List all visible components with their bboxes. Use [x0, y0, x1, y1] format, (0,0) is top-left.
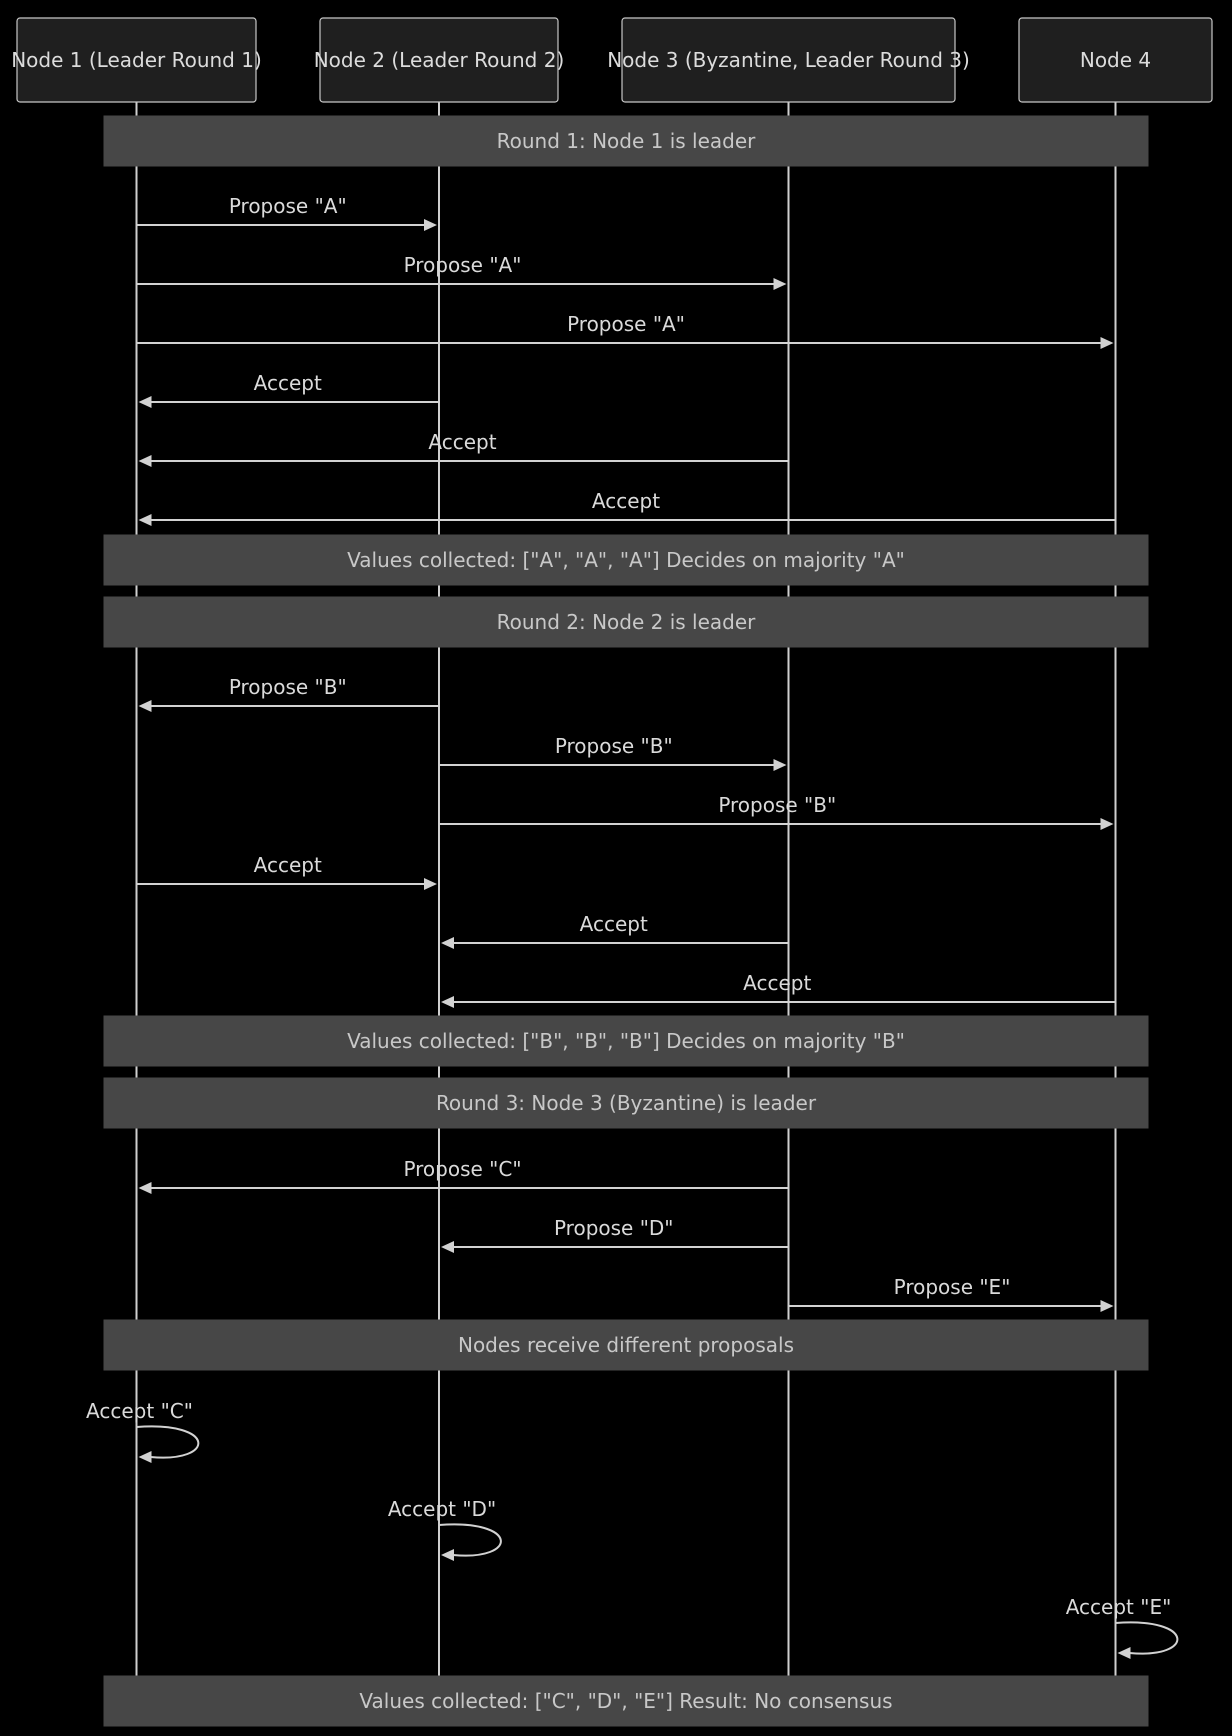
- self-loop: [439, 1524, 501, 1555]
- participant-label: Node 3 (Byzantine, Leader Round 3): [607, 48, 970, 72]
- message-n3-to-n4: [789, 1275, 1114, 1312]
- message-label: Accept: [743, 971, 812, 995]
- note-text: Values collected: ["C", "D", "E"] Result: No consensus: [359, 1689, 893, 1713]
- message-n3-to-n2: [441, 1216, 789, 1253]
- participant-n2: [314, 18, 565, 102]
- message-n1-to-n3: [137, 253, 787, 290]
- participant-label: Node 1 (Leader Round 1): [11, 48, 262, 72]
- participant-label: Node 4: [1079, 48, 1152, 72]
- note-text: Round 2: Node 2 is leader: [496, 610, 756, 634]
- arrowhead: [139, 455, 152, 467]
- participant-label: Node 2 (Leader Round 2): [313, 48, 565, 72]
- note-text: Values collected: ["A", "A", "A"] Decides on majority "A": [347, 548, 905, 572]
- arrowhead: [441, 1241, 454, 1253]
- message-label: Propose "A": [567, 312, 685, 336]
- note-text: Round 3: Node 3 (Byzantine) is leader: [435, 1091, 817, 1115]
- message-n3-to-n1: [139, 430, 789, 467]
- arrowhead: [139, 1182, 152, 1194]
- self-loop: [137, 1426, 199, 1457]
- message-n2-to-n3: [439, 734, 787, 771]
- message-label: Accept: [253, 371, 322, 395]
- message-n1-to-n2: [137, 194, 438, 231]
- participants: [11, 18, 1212, 102]
- self-message-label: Accept "D": [387, 1497, 497, 1521]
- participant-n1: [11, 18, 262, 102]
- note-text: Nodes receive different proposals: [457, 1333, 795, 1357]
- note: [104, 1078, 1148, 1128]
- message-label: Accept: [579, 912, 648, 936]
- arrowhead: [1101, 1300, 1114, 1312]
- self-message-label: Accept "C": [86, 1399, 193, 1423]
- self-message-label: Accept "E": [1065, 1595, 1172, 1619]
- participant-n3: [607, 18, 970, 102]
- arrowhead: [1101, 337, 1114, 349]
- message-label: Propose "C": [403, 1157, 522, 1181]
- note: [104, 1016, 1148, 1066]
- arrowhead: [1118, 1647, 1131, 1659]
- arrowhead: [424, 878, 437, 890]
- message-label: Accept: [253, 853, 322, 877]
- arrowhead: [774, 278, 787, 290]
- message-label: Accept: [591, 489, 661, 513]
- arrowhead: [441, 937, 454, 949]
- message-n2-to-n1: [139, 675, 440, 712]
- note-text: Values collected: ["B", "B", "B"] Decides on majority "B": [347, 1029, 905, 1053]
- arrowhead: [424, 219, 437, 231]
- arrowhead: [139, 514, 152, 526]
- message-n3-to-n2: [441, 912, 789, 949]
- note: [104, 535, 1148, 585]
- message-label: Accept: [428, 430, 497, 454]
- note-text: Round 1: Node 1 is leader: [496, 129, 756, 153]
- self-message-n4: [1066, 1595, 1178, 1659]
- message-n2-to-n4: [439, 793, 1114, 830]
- self-loop: [1116, 1622, 1178, 1653]
- arrowhead: [139, 396, 152, 408]
- arrowhead: [441, 996, 454, 1008]
- message-label: Propose "D": [553, 1216, 674, 1240]
- message-n4-to-n1: [139, 489, 1116, 526]
- participant-n4: [1019, 18, 1212, 102]
- self-message-n1: [86, 1399, 198, 1463]
- messages: [86, 194, 1177, 1659]
- message-n1-to-n2: [137, 853, 438, 890]
- message-n1-to-n4: [137, 312, 1114, 349]
- arrowhead: [139, 700, 152, 712]
- message-n4-to-n2: [441, 971, 1116, 1008]
- arrowhead: [139, 1451, 152, 1463]
- note: [104, 1676, 1148, 1726]
- note: [104, 1320, 1148, 1370]
- message-label: Propose "B": [718, 793, 837, 817]
- note: [104, 597, 1148, 647]
- message-label: Propose "B": [554, 734, 673, 758]
- arrowhead: [441, 1549, 454, 1561]
- note: [104, 116, 1148, 166]
- message-label: Propose "E": [893, 1275, 1011, 1299]
- message-label: Propose "A": [228, 194, 347, 218]
- message-n3-to-n1: [139, 1157, 789, 1194]
- arrowhead: [774, 759, 787, 771]
- self-message-n2: [388, 1497, 501, 1561]
- lifelines: [137, 102, 1116, 1676]
- arrowhead: [1101, 818, 1114, 830]
- message-n2-to-n1: [139, 371, 440, 408]
- message-label: Propose "B": [228, 675, 347, 699]
- message-label: Propose "A": [403, 253, 522, 277]
